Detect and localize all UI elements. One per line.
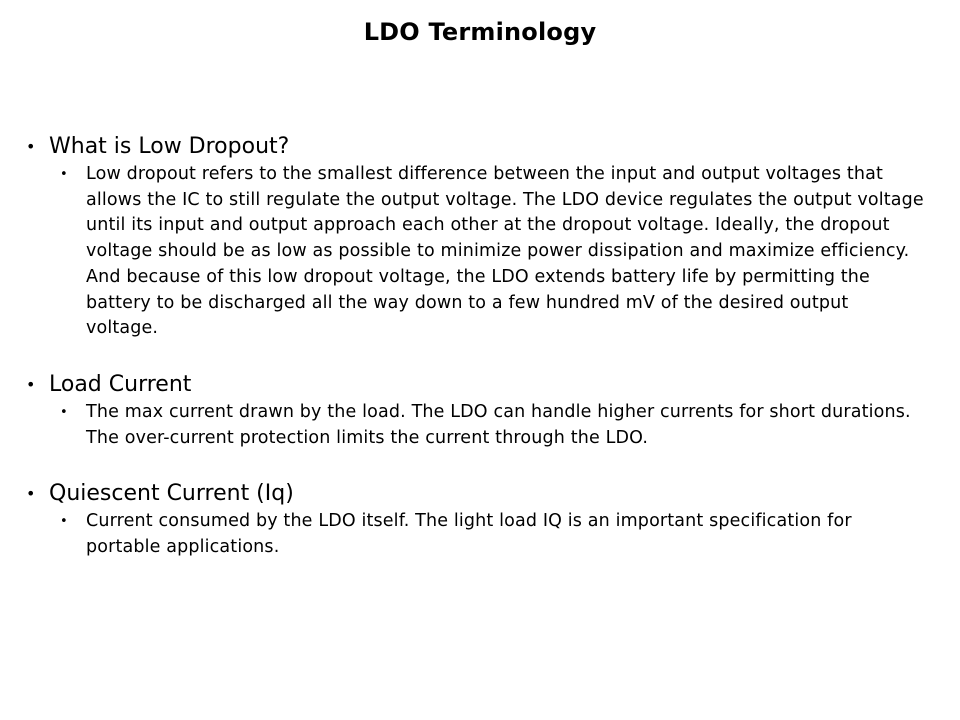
bullet-icon: • xyxy=(26,374,36,394)
slide-content xyxy=(26,132,926,589)
section-heading: Load Current xyxy=(49,371,192,397)
slide-title: LDO Terminology xyxy=(363,18,597,46)
section-quiescent-current xyxy=(26,479,926,560)
section-detail: The max current drawn by the load. The LDO can handle higher currents for short durations. The over-current protection limits the current through the LDO. xyxy=(86,401,911,448)
bullet-icon: • xyxy=(60,404,68,420)
section-heading: Quiescent Current (Iq) xyxy=(49,481,294,507)
section-load-current xyxy=(26,370,926,451)
section-detail: Current consumed by the LDO itself. The light load IQ is an important specification for portable applications. xyxy=(86,511,852,558)
section-heading: What is Low Dropout? xyxy=(49,134,290,159)
bullet-icon: • xyxy=(60,514,68,530)
sub-bullet-item-quiescent-current xyxy=(60,509,926,560)
sub-bullet-item-low-dropout xyxy=(60,162,926,342)
section-detail: Low dropout refers to the smallest difference between the input and output voltages that allows the IC to still regulate the output voltage. The LDO device regulates the output voltage until its input and output approach each other at the dropout voltage. Ideally, the dropout voltage should be as low as possible to minimize power dissipation and maximize efficiency. And because of this low dropout voltage, the LDO extends battery life by permitting the battery to be discharged all the way down to a few hundred mV of the desired output voltage. xyxy=(86,164,924,339)
sub-bullet-item-load-current xyxy=(60,400,926,451)
bullet-icon: • xyxy=(60,167,68,182)
bullet-item-low-dropout xyxy=(26,132,926,162)
bullet-icon: • xyxy=(26,137,36,156)
section-low-dropout xyxy=(26,132,926,342)
bullet-item-quiescent-current xyxy=(26,479,926,509)
bullet-item-load-current xyxy=(26,370,926,400)
bullet-icon: • xyxy=(26,484,36,504)
